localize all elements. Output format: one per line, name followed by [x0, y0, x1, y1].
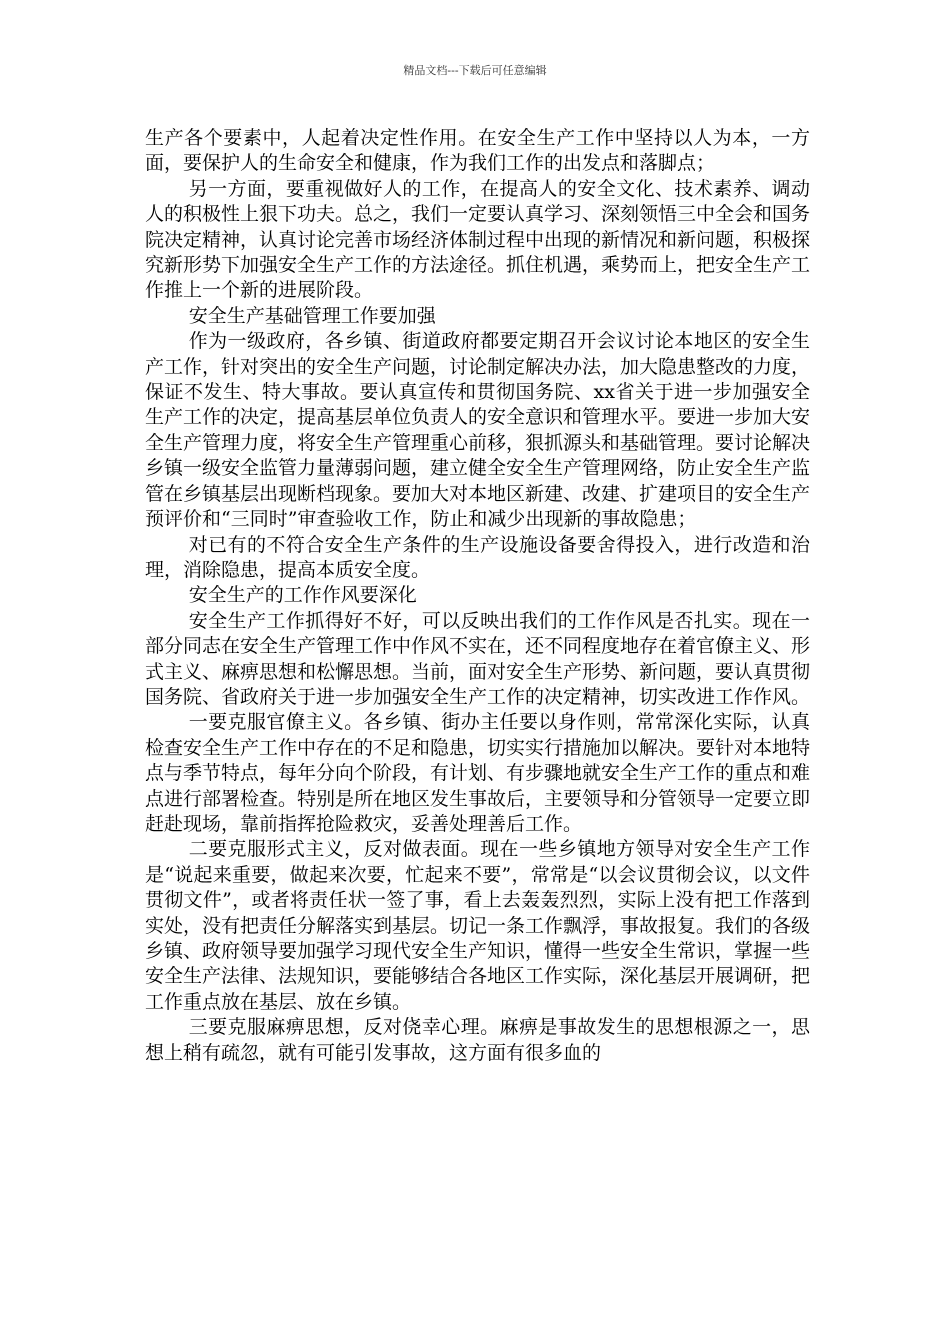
paragraph: 二要克服形式主义，反对做表面。现在一些乡镇地方领导对安全生产工作是“说起来重要，做起来次要，忙起来不要”，常常是“以会议贯彻会议，以文件贯彻文件”，或者将责任状一签了事，看上去轰轰烈烈，实际上没有把工作落到实处，没有把责任分解落实到基层。切记一条工作飘浮，事故报复。我们的各级乡镇、政府领导要加强学习现代安全生产知识，懂得一些安全生常识，掌握一些安全生产法律、法规知识，要能够结合各地区工作实际，深化基层开展调研，把工作重点放在基层、放在乡镇。 [145, 838, 811, 1013]
paragraph: 一要克服官僚主义。各乡镇、街办主任要以身作则，常常深化实际，认真检查安全生产工作中存在的不足和隐患，切实实行措施加以解决。要针对本地特点与季节特点，每年分向个阶段，有计划、有步骤地就安全生产工作的重点和难点进行部署检查。特别是所在地区发生事故后，主要领导和分管领导一定要立即赶赴现场，靠前指挥抢险救灾，妥善处理善后工作。 [145, 711, 811, 835]
paragraph: 作为一级政府，各乡镇、街道政府都要定期召开会议讨论本地区的安全生产工作，针对突出的安全生产问题，讨论制定解决办法，加大隐患整改的力度，保证不发生、特大事故。要认真宣传和贯彻国务院、xx省关于进一步加强安全生产工作的决定，提高基层单位负责人的安全意识和管理水平。要进一步加大安全生产管理力度，将安全生产管理重心前移，狠抓源头和基础管理。要讨论解决乡镇一级安全监管力量薄弱问题，建立健全安全生产管理网络，防止安全生产监管在乡镇基层出现断档现象。要加大对本地区新建、改建、扩建项目的安全生产预评价和“三同时”审查验收工作，防止和减少出现新的事故隐患； [145, 330, 811, 531]
paragraph: 三要克服麻痹思想，反对侥幸心理。麻痹是事故发生的思想根源之一，思想上稍有疏忽，就有可能引发事故，这方面有很多血的 [145, 1016, 810, 1064]
paragraph: 另一方面，要重视做好人的工作，在提高人的安全文化、技术素养、调动人的积极性上狠下功夫。总之，我们一定要认真学习、深刻领悟三中全会和国务院决定精神，认真讨论完善市场经济体制过程中出现的新情况和新问题，积极探究新形势下加强安全生产工作的方法途径。抓住机遇，乘势而上，把安全生产工作推上一个新的进展阶段。 [145, 177, 811, 302]
section-heading: 安全生产基础管理工作要加强 [188, 304, 436, 327]
paragraph: 安全生产工作抓得好不好，可以反映出我们的工作作风是否扎实。现在一部分同志在安全生产管理工作中作风不实在，还不同程度地存在着官僚主义、形式主义、麻痹思想和松懈思想。当前，面对安全生产形势、新问题，要认真贯彻国务院、省政府关于进一步加强安全生产工作的决定精神，切实改进工作作风。 [145, 609, 811, 708]
paragraph: 对已有的不符合安全生产条件的生产设施设备要舍得投入，进行改造和治理，消除隐患，提高本质安全度。 [145, 533, 810, 581]
section-heading: 安全生产的工作作风要深化 [188, 584, 417, 607]
page-header: 精品文档---下载后可任意编辑 [403, 64, 547, 77]
document-body [145, 126, 810, 1066]
paragraph: 生产各个要素中，人起着决定性作用。在安全生产工作中坚持以人为本，一方面，要保护人的生命安全和健康，作为我们工作的出发点和落脚点； [145, 127, 810, 175]
